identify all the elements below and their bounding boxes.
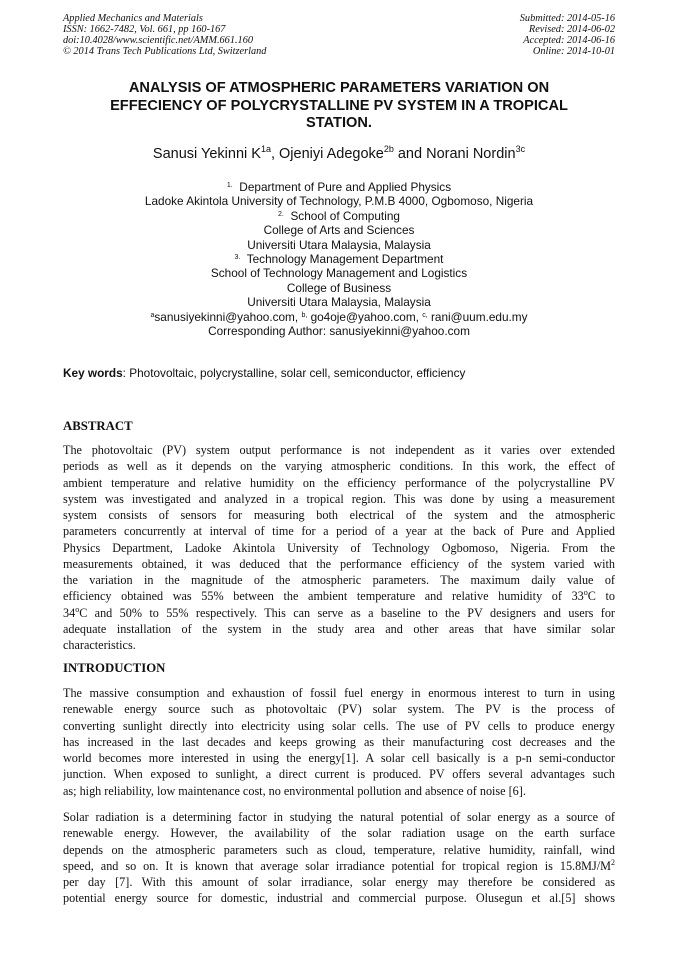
- title-line: EFFECIENCY OF POLYCRYSTALLINE PV SYSTEM IN A TROPICAL: [110, 97, 568, 114]
- affiliation-line: College of Arts and Sciences: [263, 223, 415, 238]
- text-line: [63, 605, 615, 621]
- affiliation-line: School of Technology Management and Logistics: [210, 266, 468, 281]
- text-line: The photovoltaic (PV) system output performance is not independent as it varies over extended: [63, 443, 615, 457]
- superscript: 2: [611, 857, 615, 867]
- affiliation-line: College of Business: [286, 280, 392, 295]
- email-address: sanusiyekinni@yahoo.com,: [154, 309, 302, 324]
- journal-info: [63, 13, 266, 57]
- text-line: periods as well as it depends on the varying atmospheric conditions. In this work, the effect of: [63, 459, 615, 474]
- text-span: efficiency obtained was 55% between the ambient temperature and relative humidity of 33: [63, 589, 584, 604]
- author-affiliation-mark: 2b: [383, 144, 394, 154]
- abstract-paragraph: [63, 442, 615, 653]
- affiliation-number: 3.: [234, 254, 241, 262]
- text-line: junction. When exposed to sunlight, a direct current is produced. PV offers several advantages such: [63, 767, 615, 782]
- text-span: 34: [63, 605, 76, 620]
- date-online: Online: 2014-10-01: [532, 46, 615, 57]
- text-line: system was investigated and analyzed in a tropical region. This was done by using a measurement: [63, 491, 615, 506]
- affiliation-line: Universiti Utara Malaysia, Malaysia: [247, 295, 431, 310]
- author-name: Norani Nordin: [426, 146, 516, 162]
- text-line: potential energy source for domestic, industrial and commercial purpose. Olusegun et al.[5] shows: [63, 891, 615, 906]
- intro-paragraph-1: [63, 685, 615, 799]
- text-line: depends on the atmospheric parameters such as cloud, temperature, relative humidity, rainfall, wind: [63, 842, 615, 857]
- author-affiliation-mark: 3c: [515, 144, 526, 154]
- text-line: [63, 588, 615, 604]
- submission-dates: [520, 13, 615, 57]
- date-revised: Revised: 2014-06-02: [528, 24, 615, 35]
- affiliation-line: Ladoke Akintola University of Technology, P.M.B 4000, Ogbomoso, Nigeria: [144, 194, 534, 209]
- text-line: The massive consumption and exhaustion of fossil fuel energy in enormous interest to turn in using: [63, 686, 615, 700]
- intro-paragraph-2: [63, 809, 615, 907]
- journal-copyright: © 2014 Trans Tech Publications Ltd, Switzerland: [63, 46, 267, 57]
- email-mark: a: [150, 311, 155, 319]
- text-line: Physics Department, Ladoke Akintola University of Technology Ogbomoso, Nigeria. From the: [63, 540, 615, 555]
- date-submitted: Submitted: 2014-05-16: [519, 13, 615, 24]
- keywords-label: Key words: [63, 366, 123, 380]
- text-line: adequate installation of the system in the study area and other areas that have similar solar: [63, 621, 615, 636]
- author-separator: and: [393, 146, 427, 162]
- keywords: [63, 366, 615, 380]
- degree-mark: o: [75, 604, 80, 614]
- keywords-text: : Photovoltaic, polycrystalline, solar cell, semiconductor, efficiency: [122, 366, 466, 380]
- affiliation-text: School of Computing: [290, 208, 400, 223]
- text-line: ambient temperature and relative humidity on the efficiency performance of the polycrystalline PV: [63, 475, 615, 490]
- date-accepted: Accepted: 2014-06-16: [523, 35, 615, 46]
- text-line: [63, 858, 615, 874]
- introduction-heading: INTRODUCTION: [63, 661, 166, 675]
- email-address: rani@uum.edu.my: [430, 309, 528, 324]
- journal-doi: doi:10.4028/www.scientific.net/AMM.661.160: [63, 35, 253, 46]
- affiliation-line: Universiti Utara Malaysia, Malaysia: [247, 237, 431, 252]
- text-line: the variation in the magnitude of the atmospheric parameters. The maximum daily value of: [63, 573, 615, 587]
- text-line: measurements obtained, it was deduced that the performance efficiency of the system varied with: [63, 556, 615, 571]
- text-line: system consists of sensors for measuring both electrical of the system and the atmospheric: [63, 508, 615, 522]
- affiliations: [63, 180, 615, 338]
- text-line: world becomes more interested in using the energy[1]. A solar cell basically is a p-n semi-conductor: [63, 751, 615, 765]
- affiliation-number: 1.: [226, 182, 233, 189]
- text-line: per day [7]. With this amount of solar irradiance, solar energy may therefore be considered as: [63, 875, 615, 889]
- affiliation-number: 2.: [278, 210, 284, 218]
- text-line: renewable energy source such as photovoltaic (PV) solar system. The PV is the process of: [63, 702, 615, 717]
- text-span: speed, and so on. It is known that average solar irradiance potential for tropical region is 15.8MJ/M: [63, 858, 611, 873]
- journal-name: Applied Mechanics and Materials: [63, 13, 203, 24]
- author-name: Sanusi Yekinni K: [152, 146, 261, 162]
- email-address: go4oje@yahoo.com,: [310, 309, 423, 324]
- email-mark: b,: [301, 311, 308, 319]
- author-separator: ,: [270, 146, 280, 162]
- author-name: Ojeniyi Adegoke: [279, 146, 384, 162]
- text-line: converting sunlight directly into electricity using solar cells. The use of PV cells to produce energy: [63, 718, 615, 733]
- text-line: renewable energy. However, the availability of the solar radiation usage on the earth surface: [63, 826, 615, 841]
- text-line: characteristics.: [63, 638, 136, 652]
- affiliation-text: Technology Management Department: [246, 252, 444, 267]
- title-line: ANALYSIS OF ATMOSPHERIC PARAMETERS VARIATION ON: [128, 80, 550, 96]
- author-list: [63, 145, 615, 163]
- email-line: [63, 310, 615, 324]
- degree-mark: o: [583, 588, 588, 598]
- text-line: parameters concurrently at interval of time for a period of a year at the back of Pure and Applied: [63, 524, 615, 539]
- text-span: C to: [587, 589, 615, 604]
- text-span: C and 50% to 55% respectively. This can serve as a baseline to the PV designers and users for: [79, 605, 615, 620]
- title-line: STATION.: [306, 115, 372, 131]
- abstract-heading: ABSTRACT: [63, 419, 133, 433]
- journal-issn: ISSN: 1662-7482, Vol. 661, pp 160-167: [63, 24, 226, 35]
- corresponding-author: Corresponding Author: sanusiyekinni@yahoo.com: [208, 324, 470, 339]
- affiliation-text: Department of Pure and Applied Physics: [239, 180, 452, 194]
- text-line: as; high reliability, low maintenance cost, no environmental pollution and absence of noise [6].: [63, 783, 526, 798]
- email-mark: c,: [422, 311, 428, 319]
- affiliation-line: [63, 252, 615, 266]
- author-affiliation-mark: 1a: [260, 144, 271, 154]
- affiliation-line: [63, 209, 615, 223]
- affiliation-line: [63, 180, 615, 194]
- paper-title: [63, 80, 615, 133]
- text-line: has increased in the last decades and keeps growing as their manufacturing cost decreases and the: [63, 734, 615, 749]
- text-line: Solar radiation is a determining factor in studying the natural potential of solar energy as a source of: [63, 810, 615, 824]
